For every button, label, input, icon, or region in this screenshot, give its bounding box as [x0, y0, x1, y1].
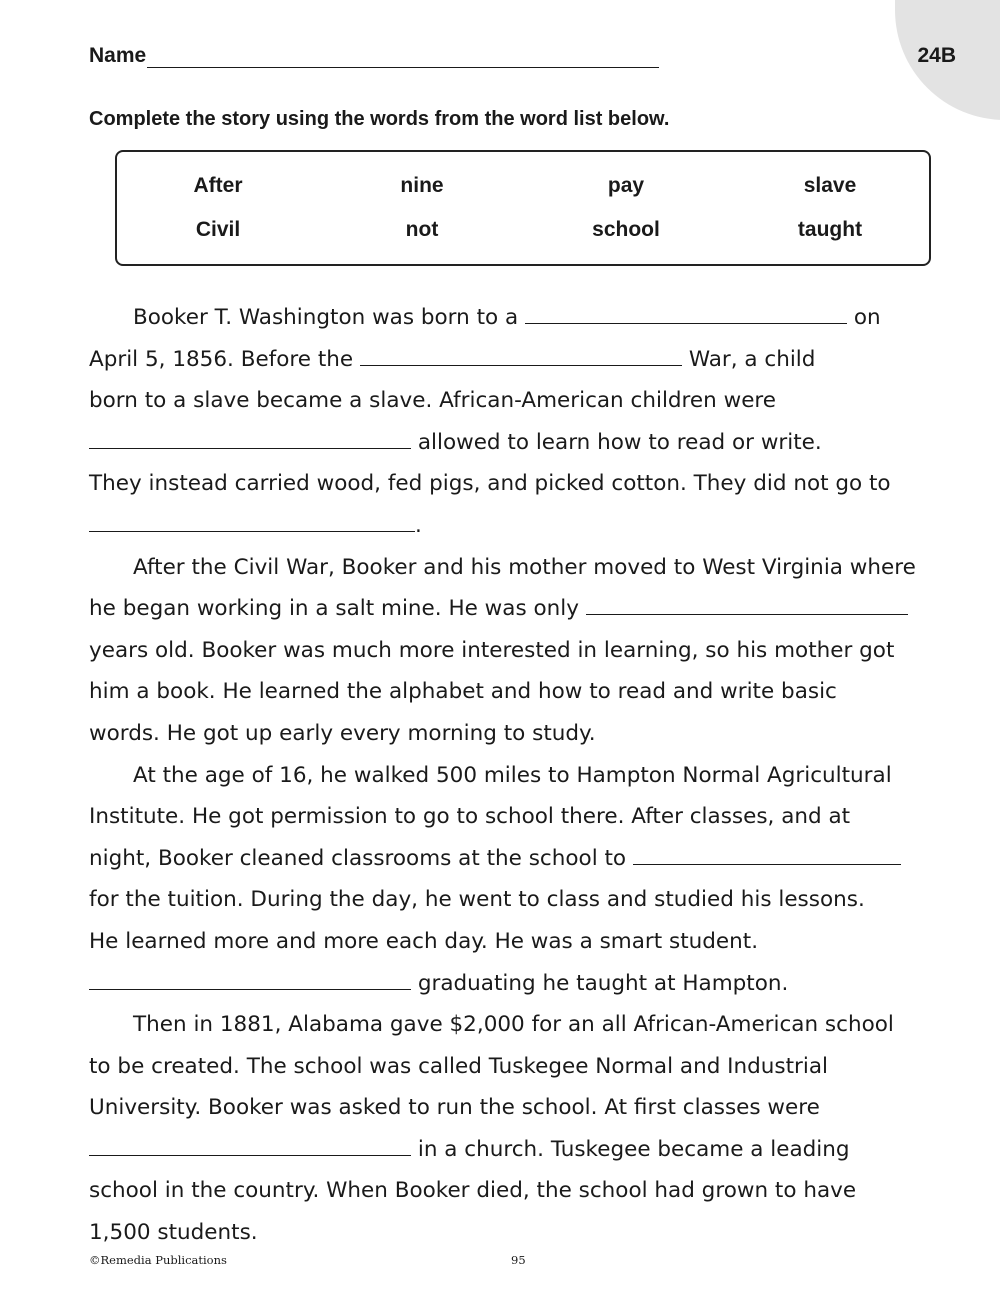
story-line [89, 422, 949, 464]
word-list-box [115, 150, 931, 266]
story-line: He learned more and more each day. He was a smart student. [89, 928, 759, 954]
story-line: born to a slave became a slave. African-American children were [89, 388, 777, 414]
word-list-item: After [193, 174, 243, 197]
word-list-item: taught [797, 218, 863, 241]
story-line: Then in 1881, Alabama gave $2,000 for an all African-American school [133, 1012, 894, 1038]
story-line [89, 297, 949, 339]
answer-blank-7[interactable] [89, 971, 411, 990]
story-text [89, 297, 949, 1254]
word-list-item: not [405, 218, 439, 241]
answer-blank-5[interactable] [586, 596, 908, 615]
story-line: him a book. He learned the alphabet and how to read and write basic [89, 679, 837, 705]
answer-blank-1[interactable] [525, 305, 847, 324]
story-text-segment: allowed to learn how to read or write. [417, 429, 822, 455]
story-text-segment: April 5, 1856. Before the [89, 346, 354, 372]
story-text-segment: night, Booker cleaned classrooms at the school to [89, 845, 627, 871]
page-code: 24B [917, 44, 956, 67]
answer-blank-8[interactable] [89, 1137, 411, 1156]
answer-blank-4[interactable] [89, 513, 415, 532]
story-line: for the tuition. During the day, he went to class and studied his lessons. [89, 887, 865, 913]
story-line: After the Civil War, Booker and his mother moved to West Virginia where [133, 554, 916, 580]
story-line [89, 1129, 949, 1171]
word-list-item: nine [400, 174, 444, 197]
word-list-item: Civil [195, 218, 241, 241]
story-line: to be created. The school was called Tuskegee Normal and Industrial [89, 1053, 829, 1079]
name-label: Name [89, 44, 147, 67]
story-line: years old. Booker was much more interested in learning, so his mother got [89, 637, 895, 663]
word-list-item: slave [803, 174, 857, 197]
story-line: Institute. He got permission to go to school there. After classes, and at [89, 804, 851, 830]
story-line: At the age of 16, he walked 500 miles to Hampton Normal Agricultural [133, 762, 892, 788]
story-text-segment: War, a child [688, 346, 816, 372]
word-list-item: pay [607, 174, 645, 197]
answer-blank-6[interactable] [633, 846, 901, 865]
story-line [89, 963, 949, 1005]
story-line: University. Booker was asked to run the school. At first classes were [89, 1095, 820, 1121]
instructions: Complete the story using the words from the word list below. [89, 108, 670, 130]
name-blank [147, 45, 659, 68]
page-number: 95 [511, 1253, 526, 1267]
story-line [89, 505, 949, 547]
copyright-text: ©Remedia Publications [89, 1253, 227, 1267]
story-line [89, 339, 949, 381]
story-line: 1,500 students. [89, 1220, 258, 1246]
story-text-segment: in a church. Tuskegee became a leading [417, 1136, 850, 1162]
story-line: words. He got up early every morning to study. [89, 720, 596, 746]
story-line [89, 588, 949, 630]
story-text-segment: . [415, 512, 422, 538]
name-field [89, 44, 659, 68]
answer-blank-3[interactable] [89, 430, 411, 449]
story-line [89, 838, 949, 880]
story-text-segment: graduating he taught at Hampton. [417, 970, 789, 996]
word-list-item: school [592, 218, 660, 241]
story-text-segment: Booker T. Washington was born to a [133, 305, 519, 330]
story-line: They instead carried wood, fed pigs, and picked cotton. They did not go to [89, 471, 891, 497]
story-text-segment: on [853, 305, 881, 330]
story-text-segment: he began working in a salt mine. He was only [89, 596, 579, 622]
answer-blank-2[interactable] [360, 347, 682, 366]
story-line: school in the country. When Booker died, the school had grown to have [89, 1178, 857, 1204]
